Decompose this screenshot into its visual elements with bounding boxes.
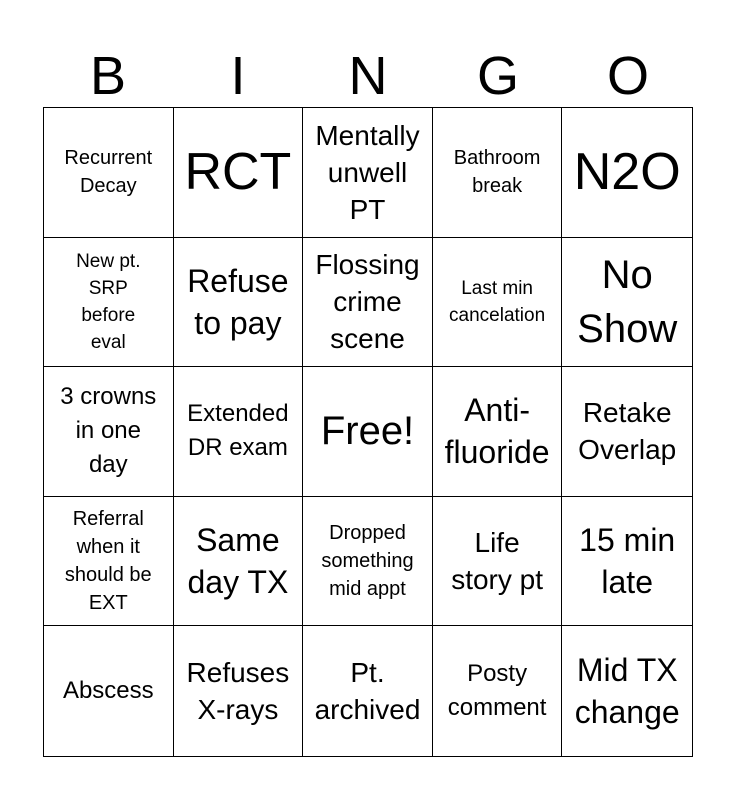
bingo-cell-r1-c2[interactable]: RCT bbox=[174, 108, 304, 238]
bingo-header bbox=[43, 46, 693, 106]
bingo-cell-r2-c4[interactable]: Last min cancelation bbox=[433, 238, 563, 368]
bingo-cell-r3-c2[interactable]: Extended DR exam bbox=[174, 367, 304, 497]
bingo-cell-r5-c3[interactable]: Pt. archived bbox=[303, 626, 433, 756]
bingo-cell-r3-c4[interactable]: Anti- fluoride bbox=[433, 367, 563, 497]
bingo-cell-r3-c5[interactable]: Retake Overlap bbox=[562, 367, 692, 497]
bingo-cell-r1-c3[interactable]: Mentally unwell PT bbox=[303, 108, 433, 238]
bingo-cell-r4-c5[interactable]: 15 min late bbox=[562, 497, 692, 627]
bingo-cell-r5-c2[interactable]: Refuses X-rays bbox=[174, 626, 304, 756]
bingo-cell-r2-c5[interactable]: No Show bbox=[562, 238, 692, 368]
bingo-cell-r5-c5[interactable]: Mid TX change bbox=[574, 652, 680, 731]
header-letter-b: B bbox=[89, 46, 127, 106]
header-letter-i: I bbox=[230, 46, 246, 106]
bingo-cell-r4-c2[interactable]: Same day TX bbox=[174, 497, 304, 627]
bingo-cell-r3-c1[interactable]: 3 crowns in one day bbox=[44, 367, 174, 497]
bingo-cell-r4-c1[interactable]: Referral when it should be EXT bbox=[44, 497, 174, 627]
bingo-cell-r5-c4[interactable]: Posty comment bbox=[433, 626, 563, 756]
bingo-board bbox=[43, 107, 693, 757]
bingo-cell-r4-c4[interactable]: Life story pt bbox=[433, 497, 563, 627]
bingo-cell-r2-c3[interactable]: Flossing crime scene bbox=[303, 238, 433, 368]
bingo-cell-r2-c1[interactable]: New pt. SRP before eval bbox=[44, 238, 174, 368]
bingo-cell-r1-c4[interactable]: Bathroom break bbox=[433, 108, 563, 238]
bingo-cell-r4-c3[interactable]: Dropped something mid appt bbox=[303, 497, 433, 627]
bingo-cell-r2-c2[interactable]: Refuse to pay bbox=[174, 238, 304, 368]
header-letter-n: N bbox=[348, 46, 388, 106]
bingo-cell-r5-c1[interactable]: Abscess bbox=[44, 626, 174, 756]
header-letter-g: G bbox=[476, 46, 519, 106]
bingo-cell-r1-c5[interactable]: N2O bbox=[562, 108, 692, 238]
bingo-cell-r1-c1[interactable]: Recurrent Decay bbox=[44, 108, 174, 238]
header-letter-o: O bbox=[606, 46, 649, 106]
bingo-cell-r3-c3-free-space[interactable]: Free! bbox=[303, 367, 433, 497]
